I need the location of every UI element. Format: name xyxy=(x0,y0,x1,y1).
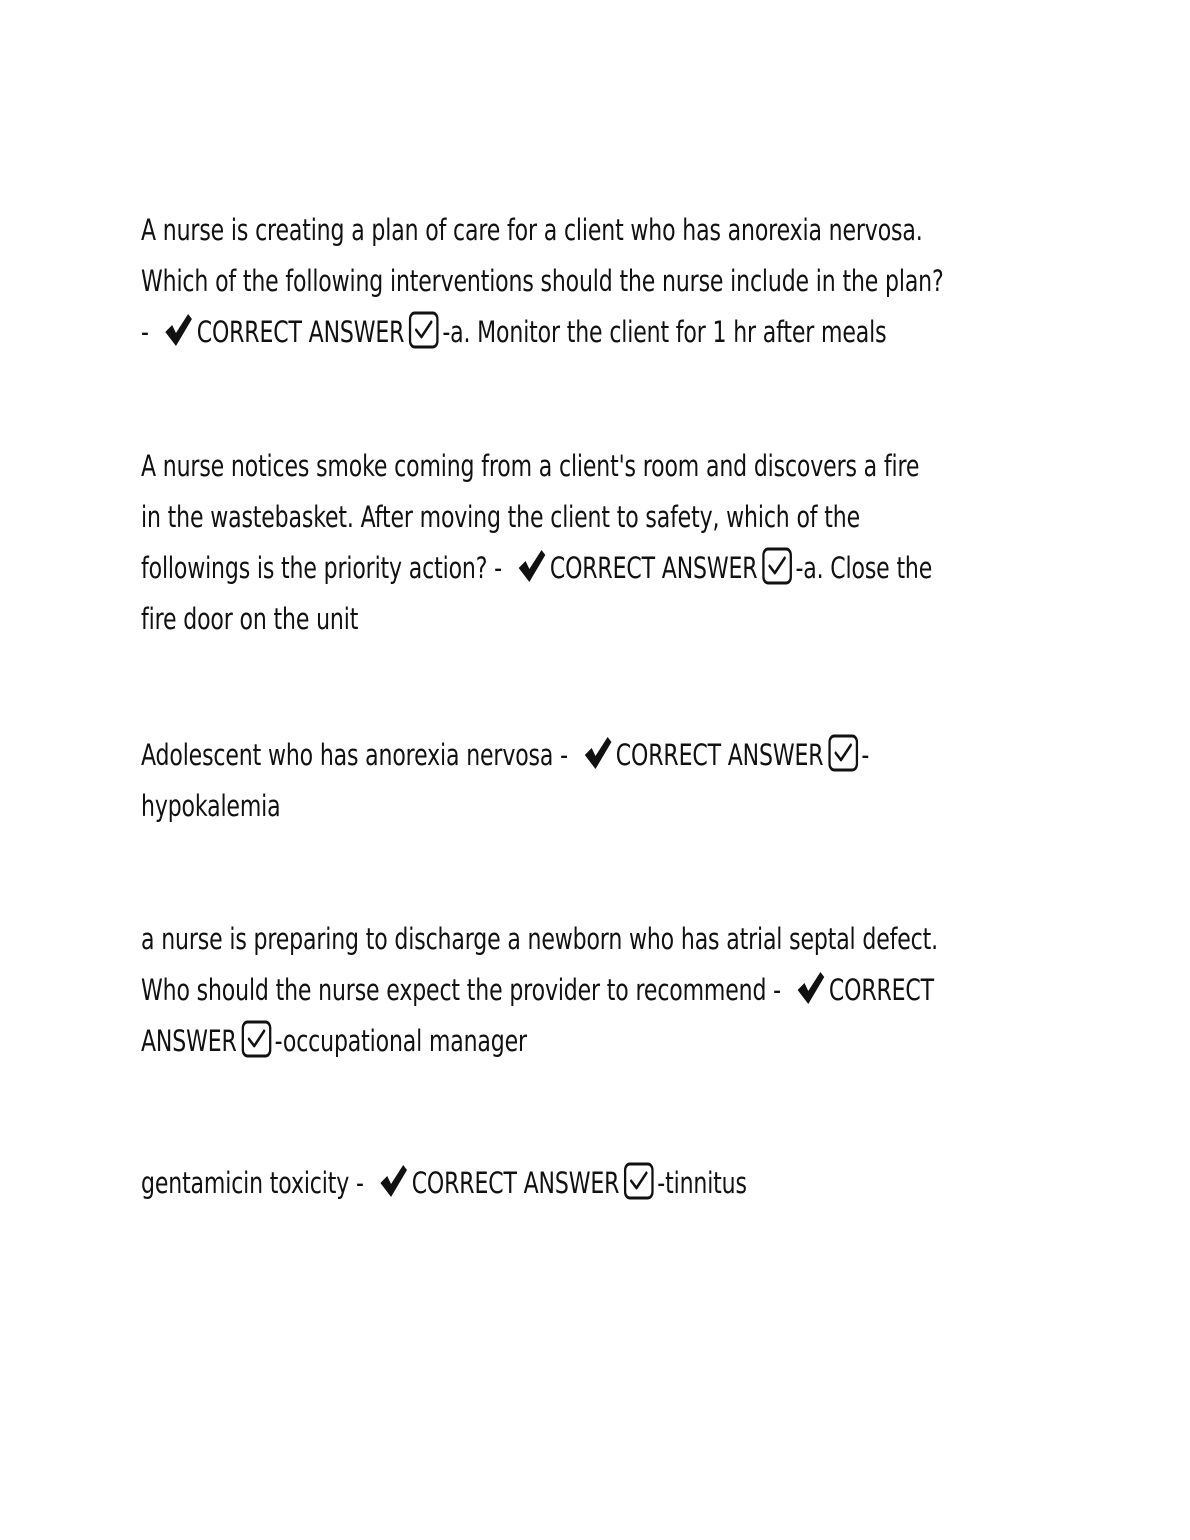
question-line: followings is the priority action? - xyxy=(141,551,502,585)
checked-box-icon xyxy=(828,734,858,772)
answer-text: -a. Close the xyxy=(795,551,933,585)
qa-item xyxy=(141,441,1053,645)
qa-item xyxy=(141,914,1053,1067)
question-line: a nurse is preparing to discharge a newborn who has atrial septal defect. xyxy=(141,922,938,956)
answer-text-continued: hypokalemia xyxy=(141,789,281,823)
checked-box-icon xyxy=(624,1162,654,1200)
correct-answer-label-continued: ANSWER xyxy=(141,1024,237,1058)
answer-text: -occupational manager xyxy=(274,1024,527,1058)
question-line: Who should the nurse expect the provider to recommend - xyxy=(141,973,781,1007)
answer-text: - xyxy=(861,738,870,772)
answer-text-continued: fire door on the unit xyxy=(141,602,359,636)
question-line: in the wastebasket. After moving the client to safety, which of the xyxy=(141,500,860,534)
correct-answer-label: CORRECT ANSWER xyxy=(549,551,758,585)
correct-answer-label: CORRECT ANSWER xyxy=(615,738,824,772)
heavy-check-mark-icon xyxy=(582,735,612,771)
qa-item xyxy=(141,730,1053,832)
checked-box-icon xyxy=(762,547,792,585)
heavy-check-mark-icon xyxy=(378,1163,408,1199)
correct-answer-label: CORRECT ANSWER xyxy=(411,1166,620,1200)
heavy-check-mark-icon xyxy=(795,970,825,1006)
heavy-check-mark-icon xyxy=(163,312,193,348)
question-line: Which of the following interventions should the nurse include in the plan? xyxy=(141,264,944,298)
question-line: Adolescent who has anorexia nervosa - xyxy=(141,738,568,772)
answer-text: -a. Monitor the client for 1 hr after meals xyxy=(442,315,887,349)
qa-item xyxy=(141,1158,1053,1209)
correct-answer-label: CORRECT ANSWER xyxy=(196,315,405,349)
checked-box-icon xyxy=(241,1020,271,1058)
answer-text: -tinnitus xyxy=(657,1166,747,1200)
question-line: A nurse is creating a plan of care for a client who has anorexia nervosa. xyxy=(141,213,923,247)
checked-box-icon xyxy=(409,311,439,349)
heavy-check-mark-icon xyxy=(516,548,546,584)
question-line: A nurse notices smoke coming from a client's room and discovers a fire xyxy=(141,449,920,483)
question-line: - xyxy=(141,315,149,349)
question-line: gentamicin toxicity - xyxy=(141,1166,364,1200)
qa-item xyxy=(141,205,1053,358)
correct-answer-label: CORRECT xyxy=(828,973,934,1007)
